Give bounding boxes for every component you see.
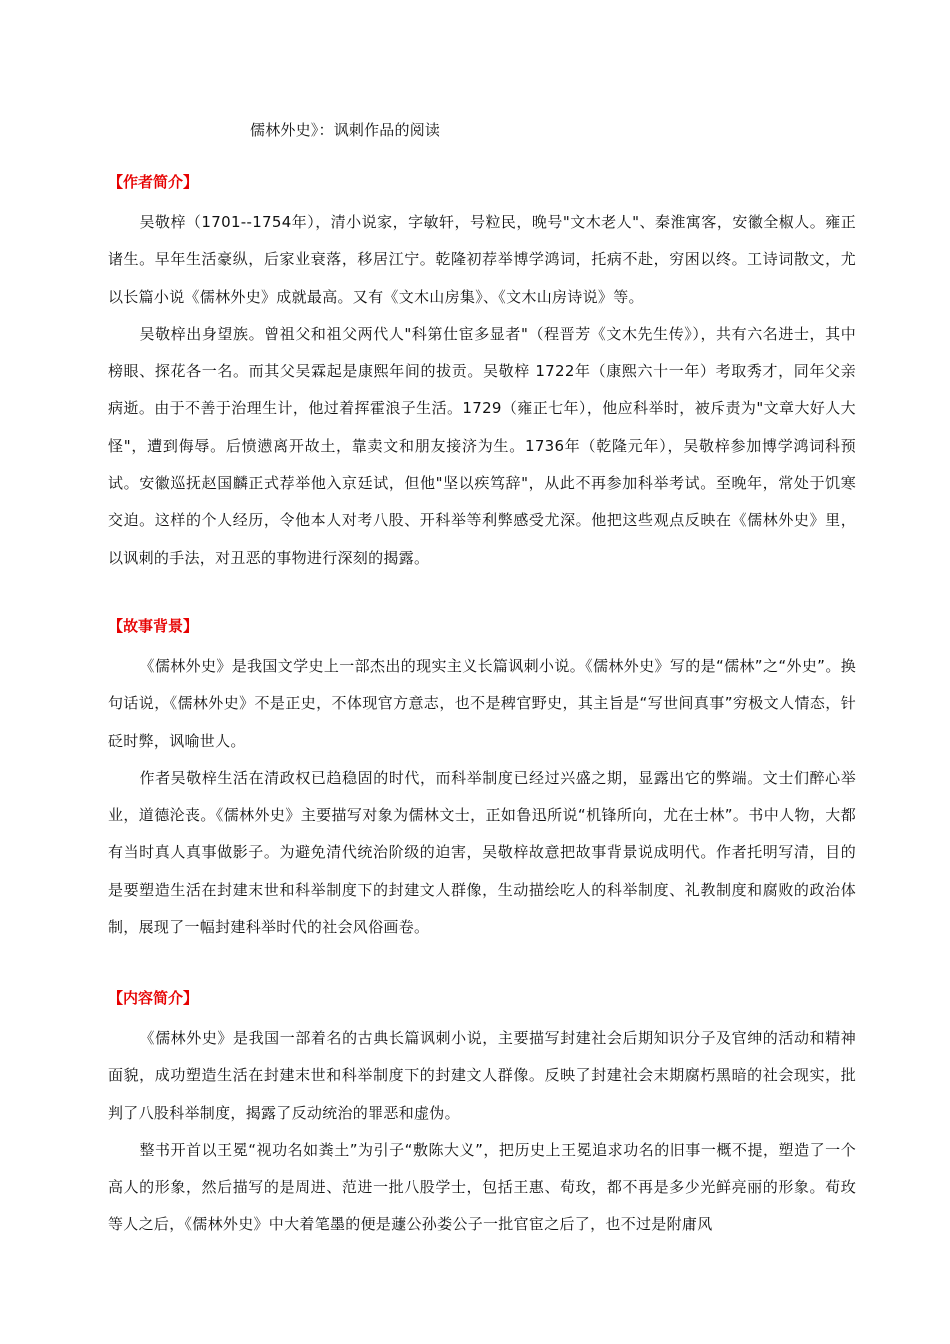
section-heading-author-intro: 【作者简介】 <box>108 173 199 191</box>
paragraph: 整书开首以王冕“视功名如粪土”为引子“敷陈大义”，把历史上王冕追求功名的旧事一概不提，塑造了一个高人的形象，然后描写的是周进、范进一批八股学士，包括王惠、荀玫，都不再是多少光鲜亮丽的形象。荀玫等人之后，《儒林外史》中大着笔墨的便是蘧公孙娄公子一批官宦之后了，也不过是附庸风 <box>108 1140 856 1234</box>
paragraph: 《儒林外史》是我国一部着名的古典长篇讽刺小说，主要描写封建社会后期知识分子及官绅的活动和精神面貌，成功塑造生活在封建末世和科举制度下的封建文人群像。反映了封建社会末期腐朽黑暗的社会现实，批判了八股科举制度，揭露了反动统治的罪恶和虚伪。 <box>108 1029 856 1122</box>
paragraph: 吴敬梓（1701--1754年），清小说家，字敏轩，号粒民，晚号"文木老人"、秦淮寓客，安徽全椒人。雍正诸生。早年生活豪纵，后家业衰落，移居江宁。乾隆初荐举博学鸿词，托病不赴，穷困以终。工诗词散文，尤以长篇小说《儒林外史》成就最高。又有《文木山房集》、《文木山房诗说》等。 <box>108 213 856 306</box>
paragraph: 《儒林外史》是我国文学史上一部杰出的现实主义长篇讽刺小说。《儒林外史》写的是“儒林”之“外史”。换句话说，《儒林外史》不是正史，不体现官方意志，也不是稗官野史，其主旨是“写世间真事”穷极文人情态，针砭时弊，讽喻世人。 <box>108 657 856 750</box>
paragraph: 作者吴敬梓生活在清政权已趋稳固的时代，而科举制度已经过兴盛之期，显露出它的弊端。文士们醉心举业，道德沦丧。《儒林外史》主要描写对象为儒林文士，正如鲁迅所说“机锋所向，尤在士林”。书中人物，大都有当时真人真事做影子。为避免清代统治阶级的迫害，吴敬梓故意把故事背景说成明代。作者托明写清，目的是要塑造生活在封建末世和科举制度下的封建文人群像，生动描绘吃人的科举制度、礼教制度和腐败的政治体制，展现了一幅封建科举时代的社会风俗画卷。 <box>108 768 856 937</box>
section-heading-content-summary: 【内容简介】 <box>108 989 199 1007</box>
section-author-intro <box>108 170 856 577</box>
section-heading-story-background: 【故事背景】 <box>108 617 199 635</box>
paragraph: 吴敬梓出身望族。曾祖父和祖父两代人"科第仕宦多显者"（程晋芳《文木先生传》），共有六名进士，其中榜眼、探花各一名。而其父吴霖起是康熙年间的拔贡。吴敬梓 1722年（康熙六十一年）考取秀才，同年父亲病逝。由于不善于治理生计，他过着挥霍浪子生活。1729（雍正七年），他应科举时，被斥责为"文章大好人大怪"，遭到侮辱。后愤懑离开故土，靠卖文和朋友接济为生。1736年（乾隆元年），吴敬梓参加博学鸿词科预试。安徽巡抚赵国麟正式荐举他入京廷试，但他"坚以疾笃辞"，从此不再参加科举考试。至晚年，常处于饥寒交迫。这样的个人经历，令他本人对考八股、开科举等利弊感受尤深。他把这些观点反映在《儒林外史》里，以讽刺的手法，对丑恶的事物进行深刻的揭露。 <box>108 324 856 567</box>
section-story-background <box>108 614 856 946</box>
document-title: 儒林外史》：讽刺作品的阅读 <box>250 121 441 139</box>
section-content-summary <box>108 986 856 1244</box>
